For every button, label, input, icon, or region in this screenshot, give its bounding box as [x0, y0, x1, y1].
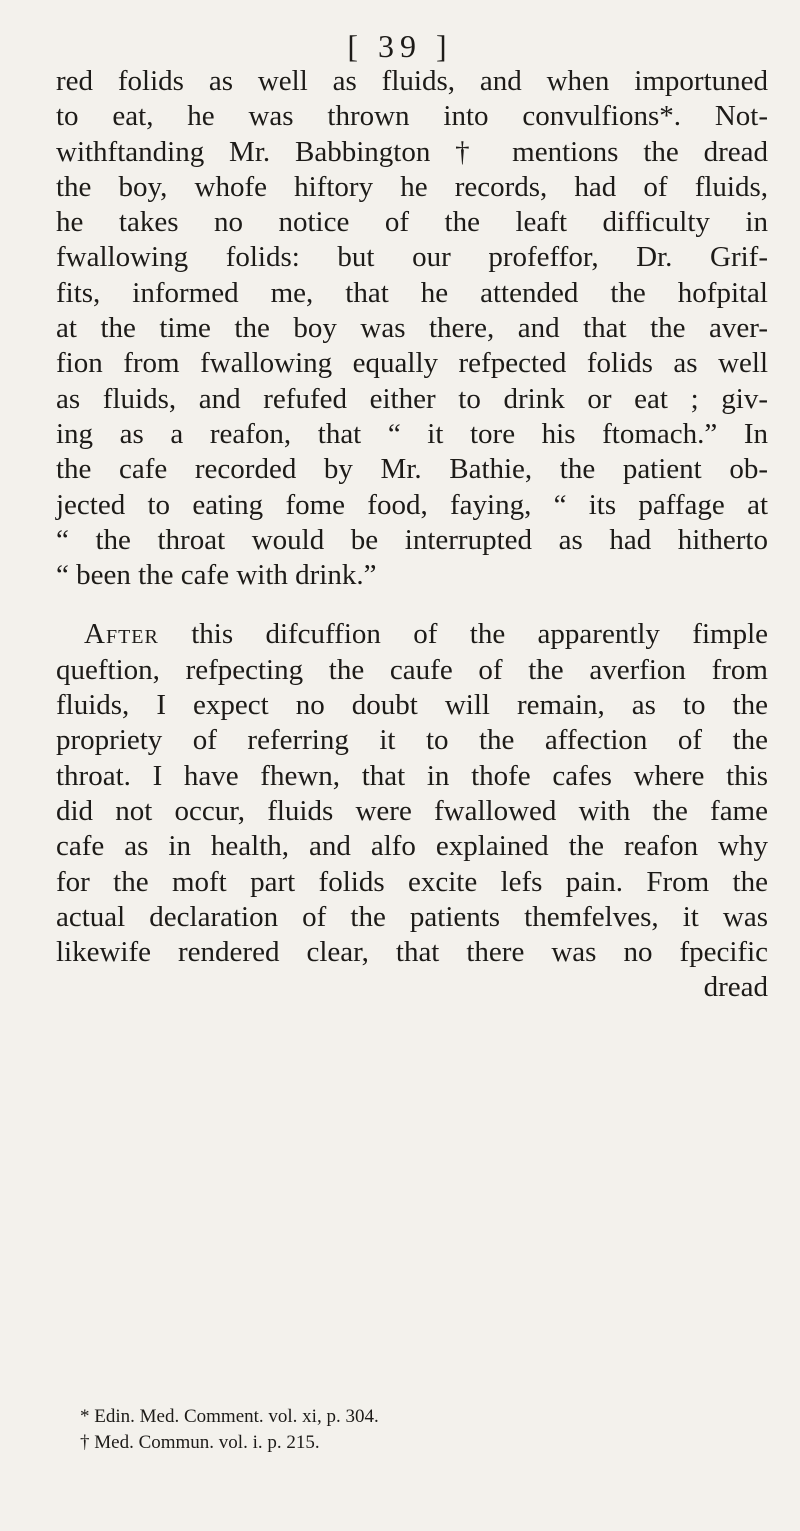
footnotes — [80, 1404, 680, 1456]
text-line: fits, informed me, that he attended the hofpital — [56, 276, 768, 309]
paragraph-lead-word: After — [84, 618, 159, 651]
body-text — [56, 64, 768, 1006]
text-line: fion from fwallowing equally refpected folids as well — [56, 347, 768, 380]
text-line: did not occur, fluids were fwallowed with the fame — [56, 794, 768, 827]
paragraph-1 — [56, 64, 768, 593]
text-line: actual declaration of the patients themfelves, it was — [56, 900, 768, 933]
text-line: at the time the boy was there, and that the aver- — [56, 312, 768, 345]
text-line-first — [56, 617, 768, 652]
page-number: [ 39 ] — [347, 28, 453, 64]
text-line: the boy, whofe hiftory he records, had of fluids, — [56, 170, 768, 203]
text-line: to eat, he was thrown into convulfions*. Not- — [56, 100, 768, 133]
text-line: withftanding Mr. Babbington † mentions the dread — [56, 135, 768, 168]
text-line: fwallowing folids: but our profeffor, Dr. Grif- — [56, 241, 768, 274]
text-line: jected to eating fome food, faying, “ its paffage at — [56, 488, 768, 521]
text-line: queftion, refpecting the caufe of the averfion from — [56, 653, 768, 686]
text-line: ing as a reafon, that “ it tore his ftomach.” In — [56, 417, 768, 450]
footnote: * Edin. Med. Comment. vol. xi, p. 304. — [80, 1406, 379, 1427]
text-line: for the moft part folids excite lefs pain. From the — [56, 865, 768, 898]
text-line: likewife rendered clear, that there was no fpecific — [56, 936, 768, 969]
text-line: red folids as well as fluids, and when importuned — [56, 65, 768, 97]
text-line: fluids, I expect no doubt will remain, as to the — [56, 689, 768, 722]
text-line: the cafe recorded by Mr. Bathie, the patient ob- — [56, 453, 768, 486]
first-line-rest: this difcuffion of the apparently fimple — [191, 618, 768, 651]
text-line: throat. I have fhewn, that in thofe cafes where this — [56, 759, 768, 792]
paragraph-gap — [56, 593, 768, 617]
paragraph-2 — [56, 617, 768, 1005]
catchword: dread — [703, 971, 768, 1004]
text-line: propriety of referring it to the affection of the — [56, 724, 768, 757]
footnote: † Med. Commun. vol. i. p. 215. — [80, 1432, 320, 1453]
text-line: he takes no notice of the leaft difficulty in — [56, 206, 768, 239]
text-line: “ the throat would be interrupted as had hitherto — [56, 523, 768, 556]
text-line: cafe as in health, and alfo explained the reafon why — [56, 830, 768, 863]
text-line: as fluids, and refufed either to drink or eat ; giv- — [56, 382, 768, 415]
text-line: “ been the cafe with drink.” — [56, 559, 377, 592]
